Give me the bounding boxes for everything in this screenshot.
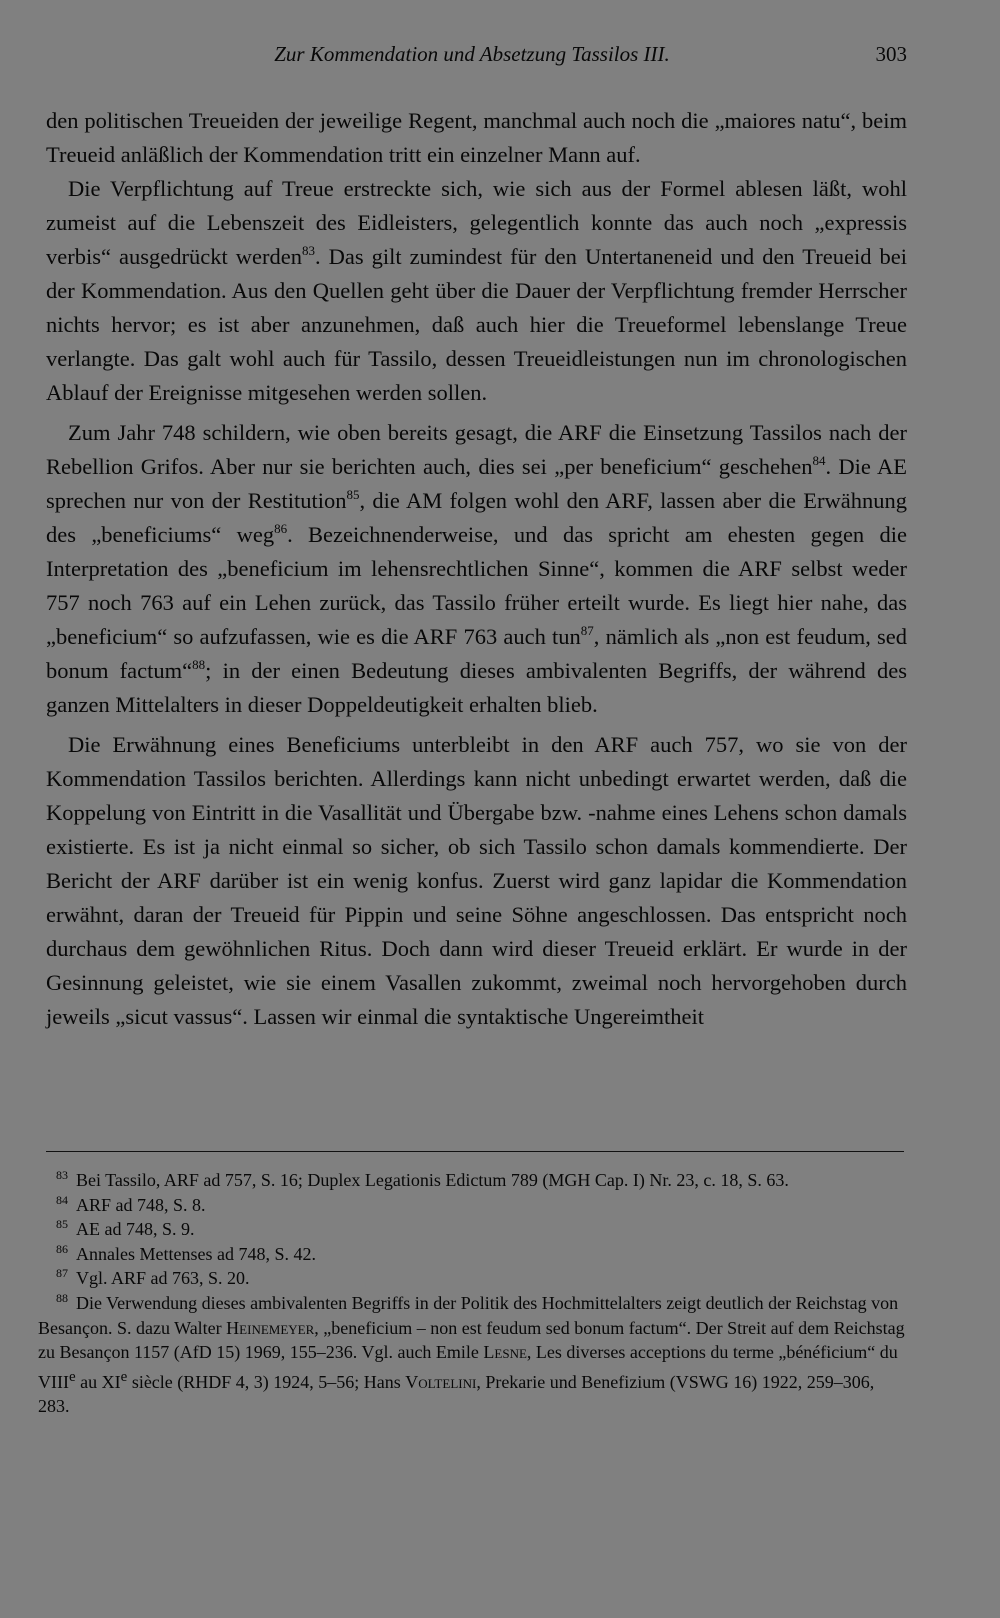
footnote-text-part: , Prekarie und Benefizium (VSWG 16) 1922, 259–306, 283. <box>38 1371 875 1417</box>
footnote-text: Vgl. ARF ad 763, S. 20. <box>76 1268 250 1289</box>
page-number: 303 <box>875 42 907 66</box>
footnote-text: Annales Mettenses ad 748, S. 42. <box>76 1243 316 1264</box>
paragraph-3-text-f: ; in der einen Bedeutung dieses ambivalenten Begriffs, der während des ganzen Mittelalters in dieser Doppeldeutigkeit erhalten blieb. <box>46 658 907 717</box>
footnote-84 <box>38 1193 906 1218</box>
footnote-number: 86 <box>56 1241 68 1256</box>
footnote-text: Bei Tassilo, ARF ad 757, S. 16; Duplex Legationis Edictum 789 (MGH Cap. I) Nr. 23, c. 18, S. 63. <box>76 1170 789 1190</box>
footnote-ref-83: 83 <box>301 242 315 258</box>
footnote-ref-88: 88 <box>192 656 206 672</box>
author-name: Heinemeyer <box>226 1317 315 1338</box>
main-text <box>46 104 907 1034</box>
footnote-text-part: , „beneficium – non est feudum sed bonum factum“. Der Streit auf dem Reichstag zu Besançon 1157 (AfD 15) 1969, 155–236. Vgl. auch Emile <box>38 1317 905 1363</box>
author-name: Voltelini <box>405 1371 477 1392</box>
footnote-divider <box>46 1151 904 1152</box>
footnote-86 <box>38 1242 906 1267</box>
running-title: Zur Kommendation und Absetzung Tassilos III. <box>274 42 670 66</box>
footnote-88 <box>38 1291 906 1419</box>
footnote-number: 85 <box>56 1217 68 1232</box>
footnote-text-part: , Les diverses acceptions du terme „bénéficium“ du VIII <box>38 1342 898 1392</box>
footnote-number: 88 <box>56 1290 68 1305</box>
paragraph-2-text-a: Die Verpflichtung auf Treue erstreckte sich, wie sich aus der Formel ablesen läßt, wohl zumeist auf die Lebenszeit des Eidleisters, gelegentlich konnte das auch noch „expressis verbis“ ausgedrückt werden <box>46 176 907 269</box>
paragraph-2-text-b: . Das gilt zumindest für den Untertaneneid und den Treueid bei der Kommendation. Aus den Quellen geht über die Dauer der Verpflichtung fremder Herrscher nichts hervor; es ist aber anzunehmen, daß auch hier die Treueformel lebenslange Treue verlangte. Das galt wohl auch für Tassilo, dessen Treueidleistungen nun im chronologischen Ablauf der Ereignisse mitgesehen werden sollen. <box>46 244 907 405</box>
footnote-ref-85: 85 <box>346 486 360 502</box>
footnote-85 <box>38 1217 906 1242</box>
paragraph-1: den politischen Treueiden der jeweilige Regent, manchmal auch noch die „maiores natu“, beim Treueid anläßlich der Kommendation tritt ein einzelner Mann auf. <box>46 108 907 167</box>
paragraph-2 <box>46 172 907 410</box>
paragraph-3-text-a: Zum Jahr 748 schildern, wie oben bereits gesagt, die ARF die Einsetzung Tassilos nach der Rebellion Grifos. Aber nur sie berichten auch, dies sei „per beneficium“ geschehen <box>46 420 907 479</box>
footnote-number: 87 <box>56 1266 68 1281</box>
footnote-text: ARF ad 748, S. 8. <box>76 1194 206 1215</box>
footnotes <box>38 1168 906 1419</box>
superscript: e <box>120 1368 128 1385</box>
paragraph-3-text-e: , nämlich als „non est feudum, sed bonum factum“ <box>46 624 907 683</box>
superscript: e <box>68 1368 76 1385</box>
footnote-83 <box>38 1168 906 1193</box>
footnote-ref-86: 86 <box>274 520 288 536</box>
paragraph-3-text-b: . Die AE sprechen nur von der Restitution <box>46 454 907 513</box>
footnote-text: AE ad 748, S. 9. <box>76 1219 195 1240</box>
paragraph-3-text-c: , die AM folgen wohl den ARF, lassen aber die Erwähnung des „beneficiums“ weg <box>46 488 908 547</box>
paragraph-3 <box>46 416 907 722</box>
author-name: Lesne <box>483 1342 527 1363</box>
footnote-text-part: Die Verwendung dieses ambivalenten Begriffs in der Politik des Hochmittelalters zeigt deutlich der Reichstag von Besançon. S. dazu Walter <box>38 1292 899 1338</box>
footnote-ref-84: 84 <box>812 452 826 468</box>
paragraph-4: Die Erwähnung eines Beneficiums unterbleibt in den ARF auch 757, wo sie von der Kommendation Tassilos berichten. Allerdings kann nicht unbedingt erwartet werden, daß die Koppelung von Eintritt in die Vasallität und Übergabe bzw. -nahme eines Lehens schon damals existierte. Es ist ja nicht einmal so sicher, ob sich Tassilo schon damals kommendierte. Der Bericht der ARF darüber ist ein wenig konfus. Zuerst wird ganz lapidar die Kommendation erwähnt, daran der Treueid für Pippin und seine Söhne angeschlossen. Das entspricht noch durchaus dem gewöhnlichen Ritus. Doch dann wird dieser Treueid erklärt. Er wurde in der Gesinnung geleistet, wie sie einem Vasallen zukommt, zweimal noch hervorgehoben durch jeweils „sicut vassus“. Lassen wir einmal die syntaktische Ungereimtheit <box>46 732 907 1029</box>
footnote-ref-87: 87 <box>580 622 594 638</box>
paragraph-3-text-d: . Bezeichnenderweise, und das spricht am ehesten gegen die Interpretation des „beneficium im lehensrechtlichen Sinne“, kommen die ARF selbst weder 757 noch 763 auf ein Lehen zurück, das Tassilo früher erteilt wurde. Es liegt hier nahe, das „beneficium“ so aufzufassen, wie es die ARF 763 auch tun <box>46 522 907 649</box>
footnote-text-part: siècle (RHDF 4, 3) 1924, 5–56; Hans <box>127 1371 406 1392</box>
footnote-number: 83 <box>56 1168 68 1182</box>
footnote-87 <box>38 1266 906 1291</box>
footnote-number: 84 <box>56 1192 68 1207</box>
footnote-text-part: au XI <box>75 1371 121 1392</box>
